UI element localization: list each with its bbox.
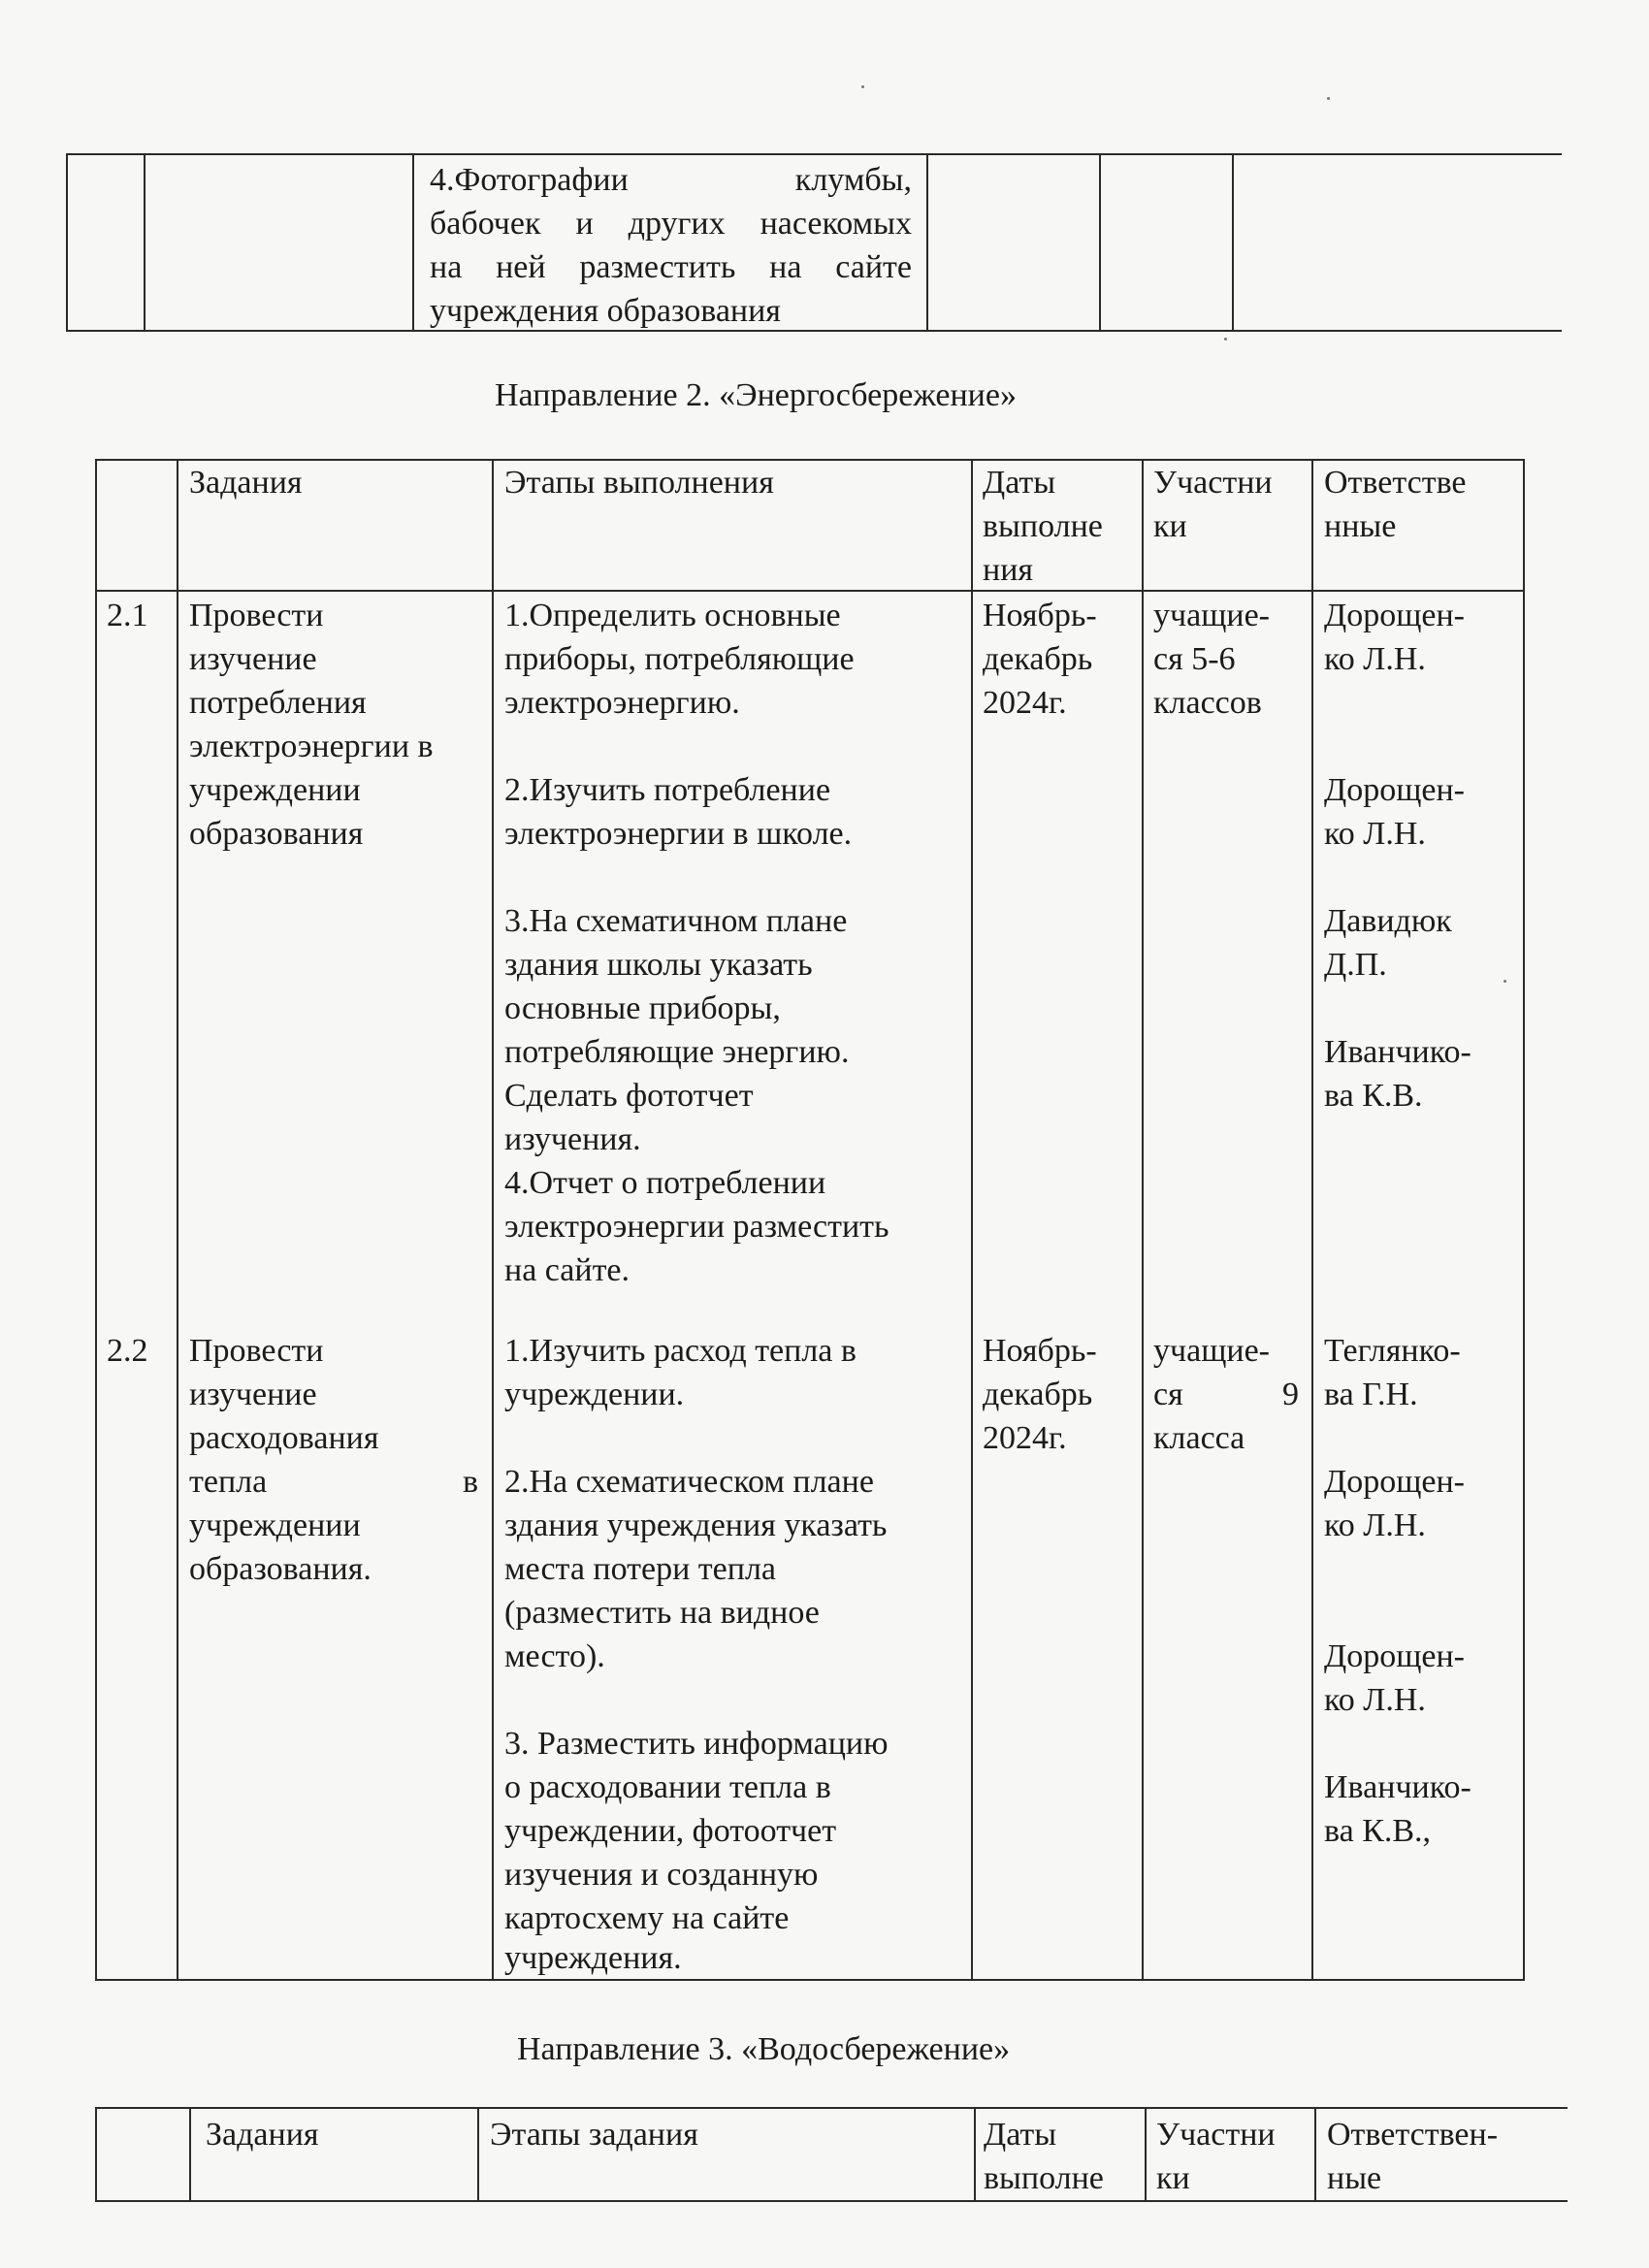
task-line: образования.: [189, 1551, 372, 1587]
stage-word: клумбы,: [794, 162, 912, 198]
task-line: потребления: [189, 685, 367, 721]
responsible-line: ко Л.Н.: [1324, 1507, 1426, 1543]
stage-line: основные приборы,: [504, 990, 781, 1026]
header-stages: Этапы выполнения: [504, 465, 774, 501]
header-stages: Этапы задания: [490, 2117, 698, 2153]
participants-line: учащие-: [1153, 1333, 1270, 1369]
responsible-line: Теглянко-: [1324, 1333, 1461, 1369]
table1-bottom-border: [66, 330, 1562, 332]
table1-col-line: [926, 153, 928, 332]
responsible-line: ко Л.Н.: [1324, 1682, 1426, 1718]
responsible-line: Иванчико-: [1324, 1769, 1471, 1805]
section3-heading: Направление 3. «Водосбережение»: [517, 2031, 1011, 2067]
stage-word: ней: [496, 249, 546, 285]
task-line: электроэнергии в: [189, 729, 434, 764]
stage-word: сайте: [835, 249, 912, 285]
table2-col-line: [971, 459, 973, 1981]
participants-line: класса: [1153, 1420, 1245, 1456]
header-participants: ки: [1153, 508, 1187, 544]
participants-line: учащие-: [1153, 598, 1270, 633]
table1-col-line: [66, 153, 68, 332]
stage-line: электроэнергии в школе.: [504, 816, 853, 852]
header-dates: выполне: [983, 508, 1103, 544]
responsible-line: Д.П.: [1324, 947, 1387, 983]
table2-col-line: [1523, 459, 1525, 1981]
table2-col-line: [177, 459, 178, 1981]
stage-line: (разместить на видное: [504, 1595, 820, 1631]
row-number: 2.2: [107, 1333, 148, 1369]
table2-col-line: [1311, 459, 1313, 1981]
scan-speck: [1224, 338, 1227, 340]
header-responsible: Ответствен-: [1327, 2117, 1499, 2153]
table2-col-line: [95, 459, 97, 1981]
participants-word: 9: [1282, 1377, 1299, 1412]
task-line: учреждении: [189, 772, 361, 808]
header-participants: Участни: [1156, 2117, 1276, 2153]
table2-header-border: [95, 590, 1525, 592]
stage-line: учреждении, фотоотчет: [504, 1813, 837, 1849]
header-dates: выполне: [984, 2160, 1104, 2196]
responsible-line: Дорощен-: [1324, 598, 1465, 633]
date-line: Ноябрь-: [983, 598, 1097, 633]
stage-line: 1.Изучить расход тепла в: [504, 1333, 857, 1369]
stage-word: 4.Фотографии: [430, 162, 629, 198]
task-line: Провести: [189, 598, 324, 633]
stage-line: потребляющие энергию.: [504, 1034, 850, 1070]
stage-line: картосхему на сайте: [504, 1900, 790, 1936]
stage-line: 2.Изучить потребление: [504, 772, 831, 808]
responsible-line: Давидюк: [1324, 903, 1452, 939]
row-number: 2.1: [107, 598, 148, 633]
date-line: декабрь: [983, 1377, 1093, 1412]
responsible-line: ва К.В.,: [1324, 1813, 1432, 1849]
table3-top-border: [95, 2107, 1568, 2109]
task-line: [189, 1460, 478, 1504]
responsible-line: ко Л.Н.: [1324, 816, 1426, 852]
table3-col-line: [974, 2107, 976, 2202]
responsible-line: ва Г.Н.: [1324, 1377, 1418, 1412]
stage-word: на: [430, 249, 463, 285]
participants-line: [1153, 1373, 1299, 1416]
table3-col-line: [477, 2107, 479, 2202]
table1-stage-line: [430, 158, 912, 202]
stage-word: и: [575, 206, 594, 242]
table1-col-line: [144, 153, 146, 332]
table3-bottom-border: [95, 2200, 1568, 2202]
responsible-line: ва К.В.: [1324, 1078, 1423, 1114]
stage-word: разместить: [579, 249, 736, 285]
responsible-line: Иванчико-: [1324, 1034, 1471, 1070]
header-responsible: ные: [1327, 2160, 1382, 2196]
stage-line: приборы, потребляющие: [504, 641, 855, 677]
participants-word: ся: [1153, 1377, 1183, 1412]
table1-col-line: [1232, 153, 1234, 332]
header-task: Задания: [206, 2117, 319, 2153]
participants-line: ся 5-6: [1153, 641, 1236, 677]
stage-line: Сделать фототчет: [504, 1078, 754, 1114]
stage-line: 1.Определить основные: [504, 598, 841, 633]
header-dates: ния: [983, 552, 1034, 588]
table2-col-line: [492, 459, 494, 1981]
stage-line: 3. Разместить информацию: [504, 1726, 889, 1762]
section2-heading: Направление 2. «Энергосбережение»: [495, 377, 1017, 413]
scan-speck: [1504, 980, 1506, 983]
table3-col-line: [1314, 2107, 1316, 2202]
responsible-line: Дорощен-: [1324, 772, 1465, 808]
table3-col-line: [95, 2107, 97, 2202]
stage-line: электроэнергию.: [504, 685, 740, 721]
stage-line: здания учреждения указать: [504, 1507, 888, 1543]
date-line: 2024г.: [983, 1420, 1067, 1456]
table1-stage-line: [430, 202, 912, 245]
stage-line: изучения и созданную: [504, 1857, 819, 1893]
stage-line: электроэнергии разместить: [504, 1209, 889, 1245]
responsible-line: Дорощен-: [1324, 1638, 1465, 1674]
scan-speck: [1327, 97, 1330, 100]
date-line: Ноябрь-: [983, 1333, 1097, 1369]
stage-line: учреждении.: [504, 1377, 685, 1412]
stage-line: здания школы указать: [504, 947, 813, 983]
task-line: Провести: [189, 1333, 324, 1369]
task-word: тепла: [189, 1464, 268, 1500]
stage-line: 2.На схематическом плане: [504, 1464, 874, 1500]
header-responsible: нные: [1324, 508, 1397, 544]
stage-line: 3.На схематичном плане: [504, 903, 848, 939]
responsible-line: ко Л.Н.: [1324, 641, 1426, 677]
date-line: 2024г.: [983, 685, 1067, 721]
table2-bottom-border: [95, 1979, 1525, 1981]
header-participants: Участни: [1153, 465, 1273, 501]
header-task: Задания: [189, 465, 303, 501]
stage-line: место).: [504, 1638, 605, 1674]
stage-word: бабочек: [430, 206, 541, 242]
table1-stage-line: [430, 245, 912, 289]
table2-top-border: [95, 459, 1525, 461]
stage-word: на: [769, 249, 802, 285]
stage-line: изучения.: [504, 1121, 641, 1157]
table2-col-line: [1142, 459, 1144, 1981]
stage-line: учреждения.: [504, 1940, 682, 1976]
table1-col-line: [1099, 153, 1101, 332]
task-line: учреждении: [189, 1507, 361, 1543]
header-responsible: Ответстве: [1324, 465, 1467, 501]
responsible-line: Дорощен-: [1324, 1464, 1465, 1500]
table1-col-line: [412, 153, 414, 332]
date-line: декабрь: [983, 641, 1093, 677]
table1-stage-line: учреждения образования: [430, 293, 781, 329]
header-participants: ки: [1156, 2160, 1190, 2196]
participants-line: классов: [1153, 685, 1262, 721]
table1-top-border: [66, 153, 1562, 155]
table3-col-line: [189, 2107, 191, 2202]
task-line: изучение: [189, 1377, 317, 1412]
stage-word: насекомых: [760, 206, 912, 242]
stage-line: места потери тепла: [504, 1551, 777, 1587]
task-line: изучение: [189, 641, 317, 677]
stage-line: на сайте.: [504, 1252, 630, 1288]
stage-line: о расходовании тепла в: [504, 1769, 831, 1805]
task-line: образования: [189, 816, 364, 852]
table3-col-line: [1145, 2107, 1147, 2202]
stage-word: других: [628, 206, 726, 242]
task-line: расходования: [189, 1420, 379, 1456]
scan-speck: [861, 85, 864, 88]
stage-line: 4.Отчет о потреблении: [504, 1165, 826, 1201]
header-dates: Даты: [984, 2117, 1057, 2153]
header-dates: Даты: [983, 465, 1056, 501]
task-word: в: [462, 1464, 478, 1500]
